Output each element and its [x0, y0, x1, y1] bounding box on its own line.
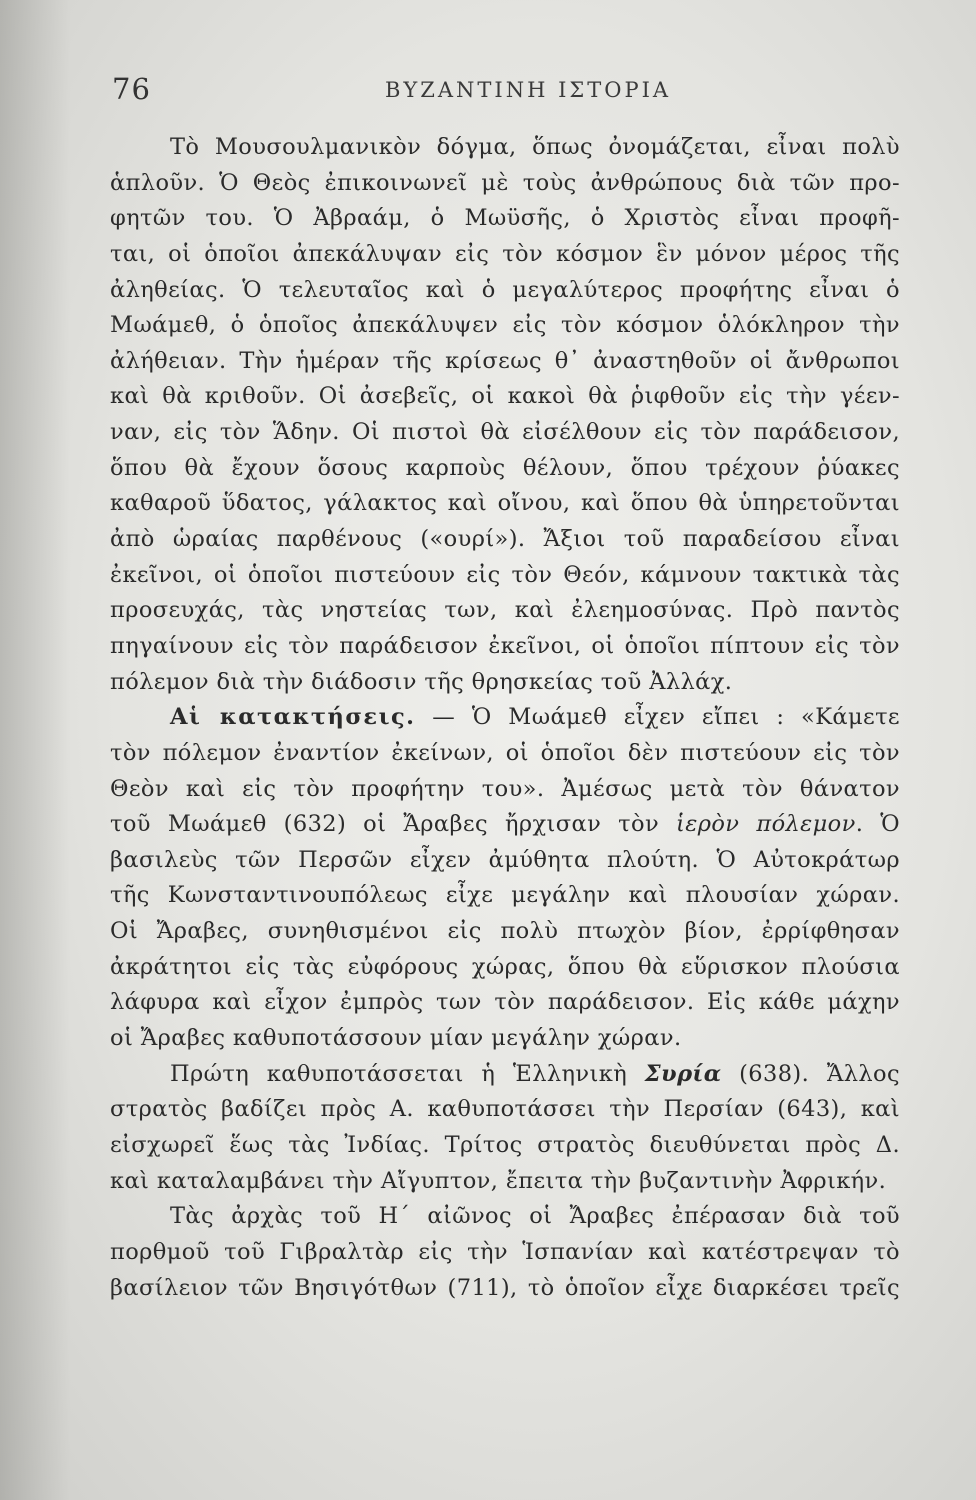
text-line: βασίλειον τῶν Βησιγότθων (711), τὸ ὁποῖον εἶχε διαρκέσει τρεῖς: [110, 1274, 900, 1301]
text-line: ἁπλοῦν. Ὁ Θεὸς ἐπικοινωνεῖ μὲ τοὺς ἀνθρώπους διὰ τῶν προ-: [110, 169, 900, 196]
text-line: ναν, εἰς τὸν Ἅδην. Οἱ πιστοὶ θὰ εἰσέλθουν εἰς τὸν παράδεισον,: [110, 419, 900, 446]
body-text: [110, 130, 900, 1306]
text-line: Οἱ Ἄραβες, συνηθισμένοι εἰς πολὺ πτωχὸν βίον, ἐρρίφθησαν: [110, 918, 900, 945]
text-line: πόλεμον διὰ τὴν διάδοσιν τῆς θρησκείας τοῦ Ἀλλάχ.: [110, 668, 733, 695]
text-line: βασιλεὺς τῶν Περσῶν εἶχεν ἀμύθητα πλούτη. Ὁ Αὐτοκράτωρ: [110, 846, 900, 873]
page-header: [0, 72, 976, 112]
text-line: λάφυρα καὶ εἶχον ἐμπρὸς των τὸν παράδεισον. Εἰς κάθε μάχην: [110, 989, 900, 1016]
text-line: πηγαίνουν εἰς τὸν παράδεισον ἐκεῖνοι, οἱ ὁποῖοι πίπτουν εἰς τὸν: [110, 632, 900, 659]
text-line: ἀπὸ ὡραίας παρθένους («ουρί»). Ἄξιοι τοῦ παραδείσου εἶναι: [110, 526, 900, 553]
text-line: καθαροῦ ὕδατος, γάλακτος καὶ οἴνου, καὶ ὅπου θὰ ὑπηρετοῦνται: [110, 490, 900, 517]
subsection-heading: Αἱ κατακτήσεις.: [170, 704, 416, 731]
text-line: ἀκράτητοι εἰς τὰς εὐφόρους χώρας, ὅπου θὰ εὕρισκον πλούσια: [110, 953, 900, 980]
text-line: καὶ καταλαμβάνει τὴν Αἴγυπτον, ἔπειτα τὴν βυζαντινὴν Ἀφρικήν.: [110, 1167, 887, 1194]
place-name: Συρία: [644, 1060, 722, 1087]
text-line: ἐκεῖνοι, οἱ ὁποῖοι πιστεύουν εἰς τὸν Θεόν, κάμνουν τακτικὰ τὰς: [110, 561, 900, 588]
text-line: Μωάμεθ, ὁ ὁποῖος ἀπεκάλυψεν εἰς τὸν κόσμον ὁλόκληρον τὴν: [110, 312, 900, 339]
italic-term: ἱερὸν πόλεμον: [676, 811, 856, 838]
text-line: πορθμοῦ τοῦ Γιβραλτὰρ εἰς τὴν Ἱσπανίαν καὶ κατέστρεψαν τὸ: [110, 1238, 900, 1265]
text-line: οἱ Ἄραβες καθυποτάσσουν μίαν μεγάλην χώραν.: [110, 1025, 682, 1052]
text-line-holy-war: [110, 807, 900, 843]
text-line: φητῶν του. Ὁ Ἀβραάμ, ὁ Μωϋσῆς, ὁ Χριστὸς εἶναι προφῆ-: [110, 205, 900, 232]
text-line: τῆς Κωνσταντινουπόλεως εἶχε μεγάλην καὶ πλουσίαν χώραν.: [110, 882, 900, 909]
text-segment: . Ὁ: [855, 811, 900, 838]
text-line: Τὰς ἀρχὰς τοῦ Η΄ αἰῶνος οἱ Ἄραβες ἐπέρασαν διὰ τοῦ: [170, 1203, 900, 1230]
text-line: στρατὸς βαδίζει πρὸς Α. καθυποτάσσει τὴν Περσίαν (643), καὶ: [110, 1096, 900, 1123]
text-line: εἰσχωρεῖ ἕως τὰς Ἰνδίας. Τρίτος στρατὸς διευθύνεται πρὸς Δ.: [110, 1131, 900, 1158]
text-line-syria: [110, 1057, 900, 1093]
text-line: ἀλήθειαν. Τὴν ἡμέραν τῆς κρίσεως θ᾽ ἀναστηθοῦν οἱ ἄνθρωποι: [110, 347, 900, 374]
subsection-lead-text: — Ὁ Μωάμεθ εἶχεν εἴπει : «Κάμετε: [415, 704, 900, 731]
text-line: καὶ θὰ κριθοῦν. Οἱ ἀσεβεῖς, οἱ κακοὶ θὰ ῥιφθοῦν εἰς τὴν γέεν-: [110, 383, 900, 410]
running-title: ΒΥΖΑΝΤΙΝΗ ΙΣΤΟΡΙΑ: [385, 78, 672, 102]
text-segment: Πρώτη καθυποτάσσεται ἡ Ἑλληνικὴ: [170, 1060, 645, 1087]
text-line: Θεὸν καὶ εἰς τὸν προφήτην του». Ἀμέσως μετὰ τὸν θάνατον: [110, 775, 900, 802]
text-segment: τοῦ Μωάμεθ (632) οἱ Ἄραβες ἤρχισαν τὸν: [110, 811, 677, 838]
text-line: ὅπου θὰ ἔχουν ὅσους καρποὺς θέλουν, ὅπου τρέχουν ῥύακες: [110, 454, 900, 481]
text-line: ται, οἱ ὁποῖοι ἀπεκάλυψαν εἰς τὸν κόσμον ἓν μόνον μέρος τῆς: [110, 240, 900, 267]
text-line: ἀληθείας. Ὁ τελευταῖος καὶ ὁ μεγαλύτερος προφήτης εἶναι ὁ: [110, 276, 900, 303]
page-number: 76: [112, 72, 151, 106]
text-line: προσευχάς, τὰς νηστείας των, καὶ ἐλεημοσύνας. Πρὸ παντὸς: [110, 597, 900, 624]
text-line: Τὸ Μουσουλμανικὸν δόγμα, ὅπως ὀνομάζεται, εἶναι πολὺ: [170, 134, 900, 160]
page-gutter-shadow: [0, 0, 70, 1500]
subsection-first-line: [110, 700, 900, 736]
text-line: τὸν πόλεμον ἐναντίον ἐκείνων, οἱ ὁποῖοι δὲν πιστεύουν εἰς τὸν: [110, 739, 900, 766]
text-segment: (638). Ἄλλος: [721, 1060, 901, 1087]
